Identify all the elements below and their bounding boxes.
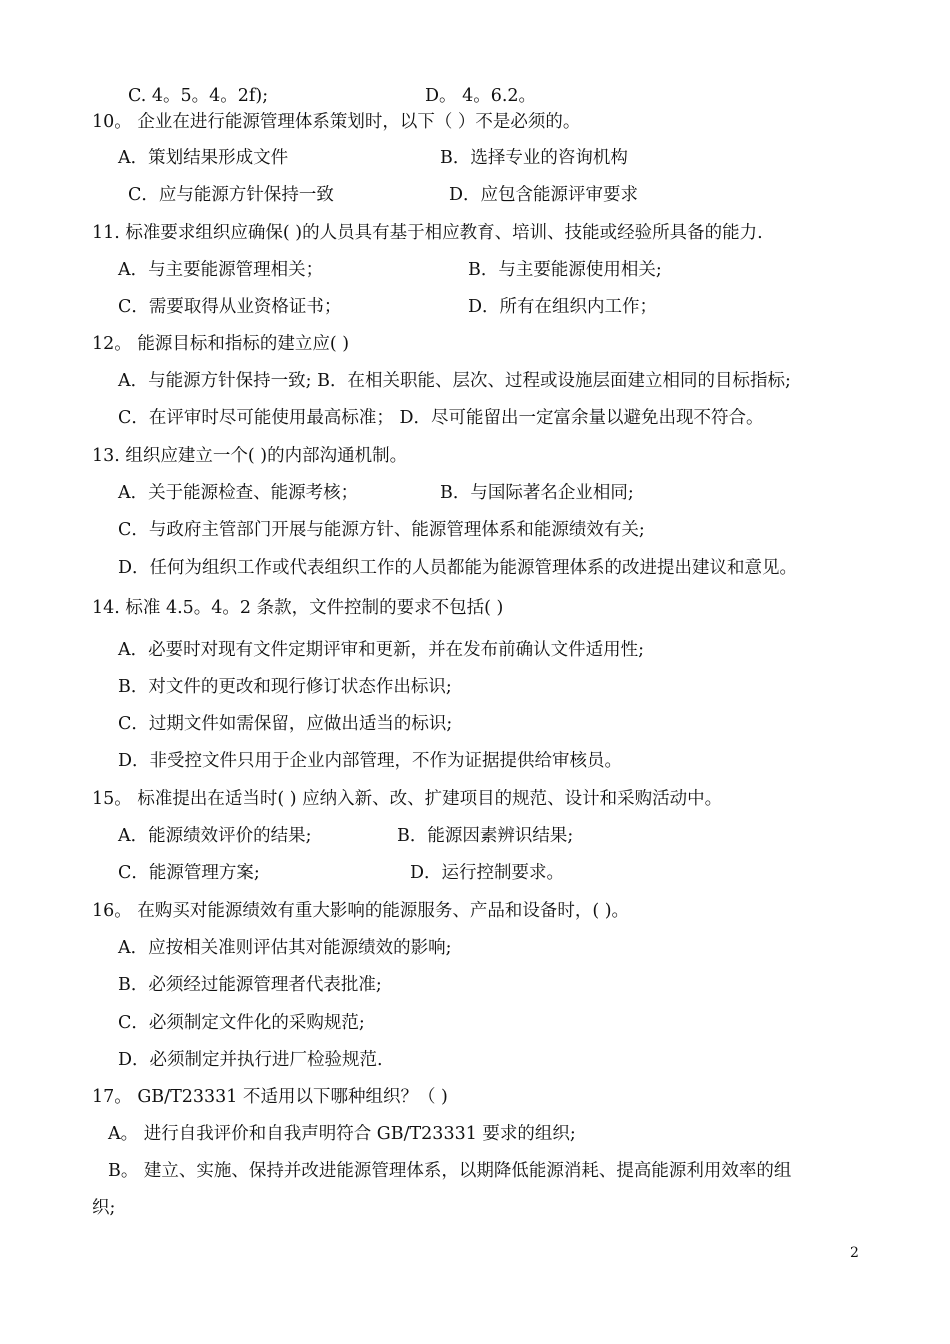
q10-option-b: B．选择专业的咨询机构 <box>440 148 628 168</box>
q11-option-d: D．所有在组织内工作； <box>468 297 658 317</box>
q16-option-b: B．必须经过能源管理者代表批准; <box>118 975 382 995</box>
q10-option-c: C．应与能源方针保持一致 <box>128 185 334 205</box>
q13-option-c: C．与政府主管部门开展与能源方针、能源管理体系和能源绩效有关; <box>118 520 645 540</box>
q12-options-cd: C．在评审时尽可能使用最高标准； D．尽可能留出一定富余量以避免出现不符合。 <box>118 408 764 428</box>
option-d-line: D。 4。6.2。 <box>425 86 537 106</box>
q12-options-ab: A．与能源方针保持一致; B．在相关职能、层次、过程或设施层面建立相同的目标指标; <box>118 371 791 391</box>
q17-option-a: A。 进行自我评价和自我声明符合 GB/T23331 要求的组织; <box>108 1124 576 1144</box>
q10-option-d: D．应包含能源评审要求 <box>449 185 639 205</box>
q17-option-b: B。 建立、实施、保持并改进能源管理体系，以期降低能源消耗、提高能源利用效率的组 <box>108 1161 792 1181</box>
option-c-line: C. 4。5。4。2f); <box>128 86 269 106</box>
q11-option-b: B．与主要能源使用相关; <box>468 260 662 280</box>
q15-option-d: D．运行控制要求。 <box>410 863 565 883</box>
question-11: 11. 标准要求组织应确保( )的人员具有基于相应教育、培训、技能或经验所具备的能力. <box>92 223 763 243</box>
q16-option-c: C．必须制定文件化的采购规范; <box>118 1013 365 1033</box>
page-number: 2 <box>850 1245 859 1261</box>
question-17: 17。 GB/T23331 不适用以下哪种组织？（ ) <box>92 1087 448 1107</box>
q13-option-b: B．与国际著名企业相同; <box>440 483 634 503</box>
q10-option-a: A．策划结果形成文件 <box>118 148 289 168</box>
question-14: 14. 标准 4.5。4。2 条款，文件控制的要求不包括( ) <box>92 598 504 618</box>
q17-option-b-continued: 织; <box>92 1198 116 1218</box>
q15-option-b: B．能源因素辨识结果; <box>397 826 574 846</box>
question-12: 12。 能源目标和指标的建立应( ) <box>92 334 350 354</box>
q14-option-a: A．必要时对现有文件定期评审和更新，并在发布前确认文件适用性; <box>118 640 645 660</box>
question-15: 15。 标准提出在适当时( ) 应纳入新、改、扩建项目的规范、设计和采购活动中。 <box>92 789 723 809</box>
q14-option-b: B．对文件的更改和现行修订状态作出标识; <box>118 677 452 697</box>
question-16: 16。 在购买对能源绩效有重大影响的能源服务、产品和设备时，( )。 <box>92 901 630 921</box>
q13-option-d: D．任何为组织工作或代表组织工作的人员都能为能源管理体系的改进提出建议和意见。 <box>118 558 798 578</box>
q15-option-c: C．能源管理方案; <box>118 863 260 883</box>
q15-option-a: A．能源绩效评价的结果; <box>118 826 312 846</box>
q14-option-c: C．过期文件如需保留，应做出适当的标识; <box>118 714 453 734</box>
question-10: 10。 企业在进行能源管理体系策划时，以下（ ）不是必须的。 <box>92 112 581 132</box>
q11-option-c: C．需要取得从业资格证书； <box>118 297 342 317</box>
q16-option-d: D．必须制定并执行进厂检验规范. <box>118 1050 383 1070</box>
q14-option-d: D．非受控文件只用于企业内部管理，不作为证据提供给审核员。 <box>118 751 623 771</box>
q16-option-a: A．应按相关准则评估其对能源绩效的影响; <box>118 938 452 958</box>
question-13: 13. 组织应建立一个( )的内部沟通机制。 <box>92 446 408 466</box>
q11-option-a: A．与主要能源管理相关； <box>118 260 324 280</box>
q13-option-a: A．关于能源检查、能源考核； <box>118 483 359 503</box>
